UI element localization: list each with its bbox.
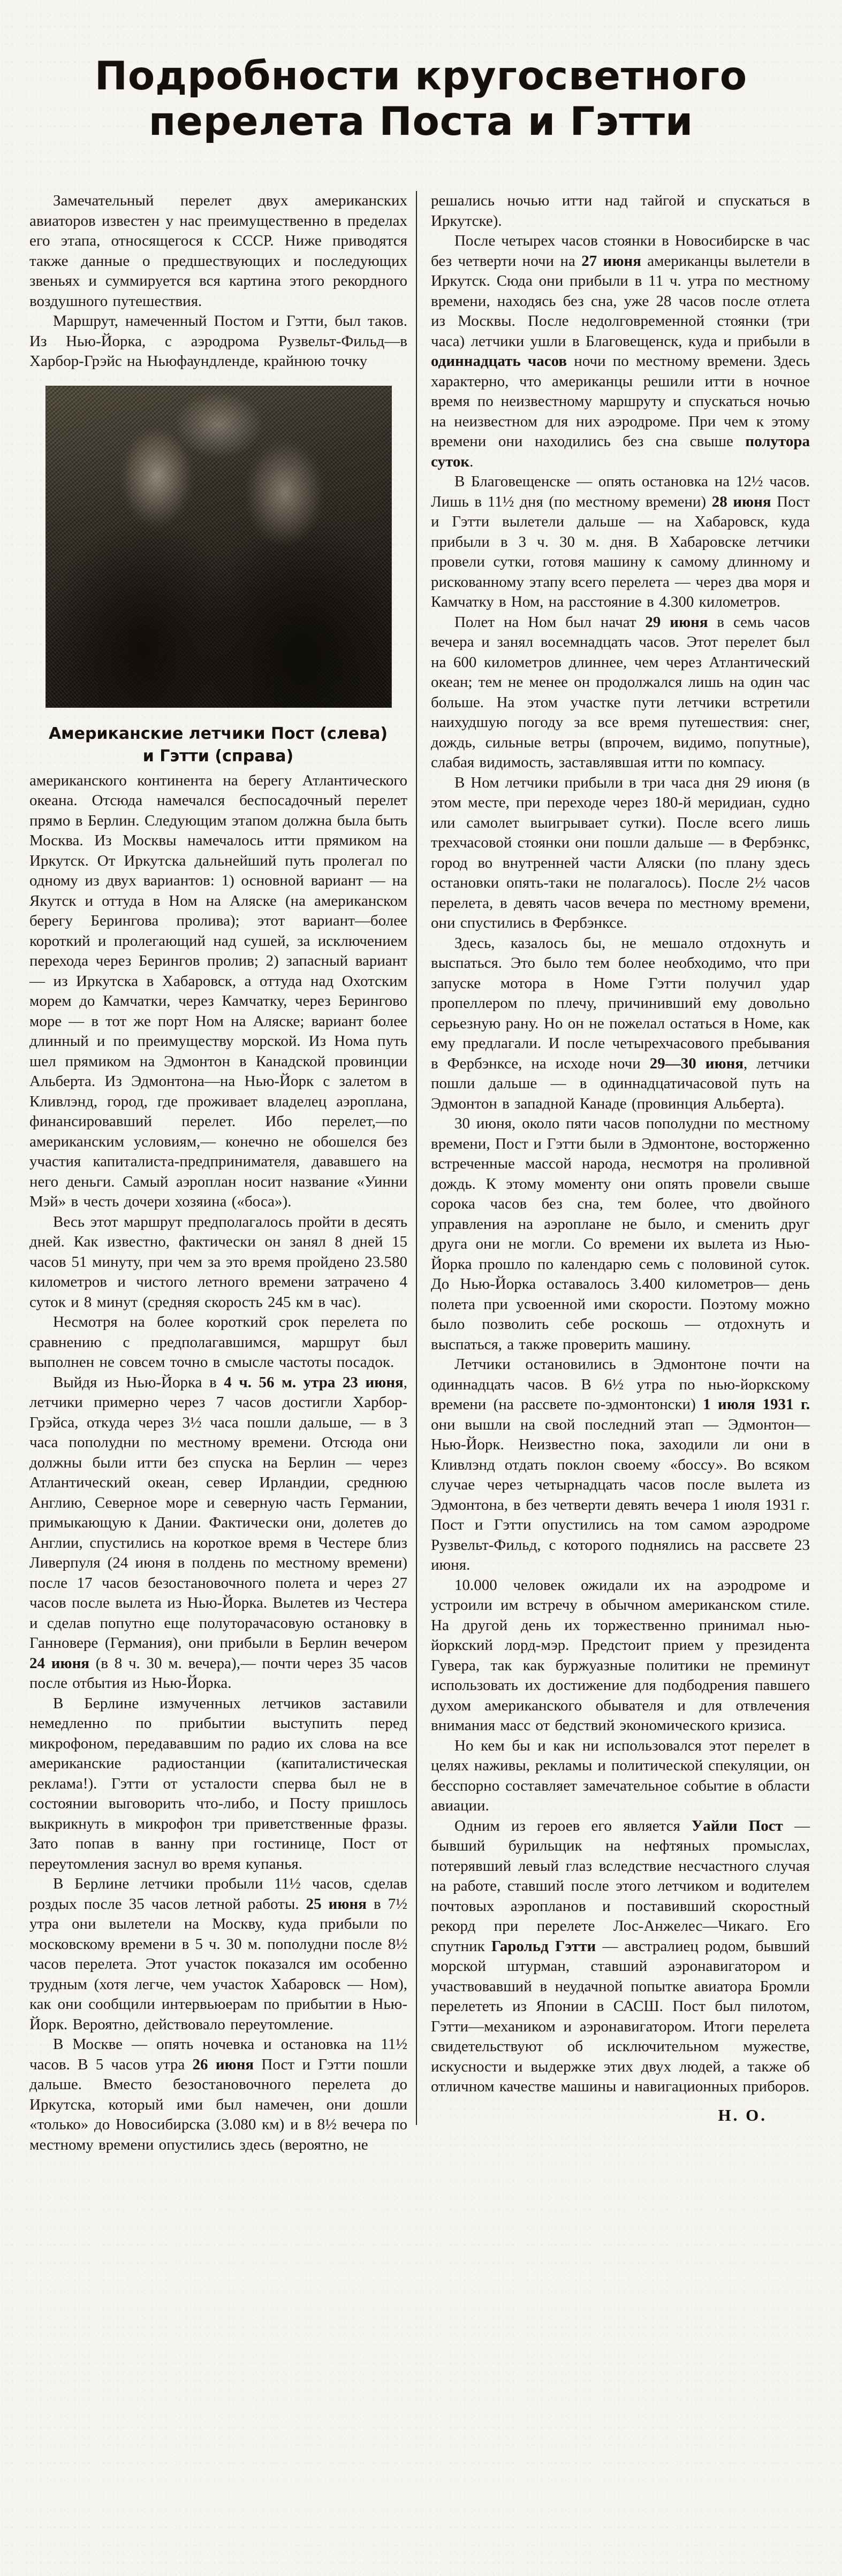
photo-caption-line1: Американские летчики Пост (слева)	[48, 724, 388, 743]
photo-figure	[45, 386, 391, 768]
paragraph: Маршрут, намеченный Постом и Гэтти, был таков. Из Нью-Йорка, с аэродрома Рузвельт-Фильд—в Харбор-Грэйс на Ньюфаундленде, крайнюю точку	[29, 312, 407, 370]
column-left	[29, 191, 407, 2155]
paragraph: Выйдя из Нью-Йорка в 4 ч. 56 м. утра 23 июня, летчики примерно через 7 часов достигли Харбор-Грэйса, откуда через 3½ часа пошли дальше, — в 3 часа пополудни по местному времени. Отсюда они должны были итти без спуска на Берлин — через Атлантический океан, север Ирландии, среднюю Англию, Северное море и северную часть Германии, примыкающую к Дании. Фактически они, долетев до Англии, спустились на короткое время в Честере близ Ливерпуля (24 июня в полдень по местному времени) после 17 часов безостановочного полета и через 27 часов после вылета из Нью-Йорка. Вылетев из Честера и сделав попутно еще полуторачасовую остановку в Ганновере (Германия), они прибыли в Берлин вечером 24 июня (в 8 ч. 30 м. вечера),— почти через 35 часов после отбытия из Нью-Йорка.	[29, 1373, 407, 1692]
paragraph: решались ночью итти над тайгой и спускаться в Иркутске).	[431, 192, 810, 230]
paragraph: Но кем бы и как ни использовался этот перелет в целях наживы, рекламы и политической спекуляции, он бесспорно составляет замечательное событие в области авиации.	[431, 1737, 810, 1815]
paragraph: Замечательный перелет двух американских авиаторов известен у нас преимущественно в пределах его этапа, относящегося к СССР. Ниже приводятся также данные о предшествующих и последующих звеньях и суммируется вся картина этого рекордного воздушного путешествия.	[29, 192, 407, 310]
paragraph: 30 июня, около пяти часов пополудни по местному времени, Пост и Гэтти были в Эдмонтоне, восторженно встреченные массой народа, несмотря на проливной дождь. К этому моменту они опять провели свыше сорока часов без сна, тем более, что двойного управления на аэроплане не было, и сменить друг друга они не могли. Со времени их вылета из Нью-Йорка прошло по календарю семь с половиной суток. До Нью-Йорка оставалось 3.400 километров— день полета при усвоенной ими скорости. Поэтому можно было позволить себе роскошь — отдохнуть и выспаться, а также проверить машину.	[431, 1115, 810, 1353]
paragraph: В Благовещенске — опять остановка на 12½ часов. Лишь в 11½ дня (по местному времени) 28 июня Пост и Гэтти вылетели дальше — на Хабаровск, куда прибыли в 3 ч. 30 м. дня. В Хабаровске летчики провели сутки, готовя машину к самому длинному и рискованному этапу всего перелета — через два моря и Камчатку в Ном, на расстояние в 4.300 километров.	[431, 473, 810, 611]
paragraph: Несмотря на более короткий срок перелета по сравнению с предполагавшимся, маршрут был выполнен не совсем точно в смысле частоты посадок.	[29, 1313, 407, 1371]
photo-caption-line2: и Гэтти (справа)	[142, 746, 294, 766]
left-column-top-paragraphs	[29, 191, 407, 372]
article-title-line2: перелета Поста и Гэтти	[148, 98, 694, 144]
aviators-photo	[45, 386, 392, 708]
paragraph: американского континента на берегу Атлантического океана. Отсюда намечался беспосадочный перелет прямо в Берлин. Следующим этапом должна была быть Москва. Из Москвы намечалось итти прямиком на Иркутск. От Иркутска дальнейший путь пролегал по одному из двух вариантов: 1) основной вариант — на Якутск и оттуда в Ном на Аляске (на американском берегу Берингова пролива); этот вариант—более короткий и пролегающий над сушей, за исключением перехода через Берингов пролив; 2) запасный вариант — из Иркутска в Хабаровск, а оттуда над Охотским морем до Камчатки, через Камчатку, через Берингово море — в тот же порт Ном на Аляске; вариант более длинный и по преимуществу морской. Из Нома путь шел прямиком на Эдмонтон в Канадской провинции Альберта. Из Эдмонтона—на Нью-Йорк с залетом в Кливлэнд, город, где проживает владелец аэроплана, финансировавший перелет. Ибо перелет,—по американским условиям,— конечно не обошелся без участия капиталиста-предпринимателя, дававшего на него деньги. Самый аэроплан носит название «Уинни Мэй» в честь дочери хозяина («боса»).	[29, 771, 407, 1211]
column-right	[416, 191, 810, 2125]
paragraph: В Берлине летчики пробыли 11½ часов, сделав роздых после 35 часов летной работы. 25 июня в 7½ утра они вылетели на Москву, куда прибыли по московскому времени в 5 ч. 30 м. пополудни после 8½ часов перелета. Этот участок показался им особенно трудным (хотя легче, чем участок Хабаровск — Ном), как они сообщили интервьюерам по прибытии в Нью-Йорк. Вероятно, действовало переутомление.	[29, 1875, 408, 2033]
paragraph: После четырех часов стоянки в Новосибирске в час без четверти ночи на 27 июня американцы вылетели в Иркутск. Сюда они прибыли в 11 ч. утра по местному времени, находясь без сна, уже 28 часов после отлета из Москвы. После недолговременной стоянки (три часа) летчики ушли в Благовещенск, куда и прибыли в одиннадцать часов ночи по местному времени. Здесь характерно, что американцы решили итти в ночное время по неизвестному маршруту и спускаться ночью на неизвестном для них аэродроме. При чем к этому времени они находились без сна свыше полутора суток.	[431, 232, 810, 470]
photo-caption	[45, 723, 391, 768]
paragraph: Здесь, казалось бы, не мешало отдохнуть и выспаться. Это было тем более необходимо, что при запуске мотора в Номе Гэтти получил удар пропеллером по плечу, причинивший ему довольно серьезную рану. Но он не пожелал остаться в Номе, как ему предлагали. И после четырехчасового пребывания в Фербэнксе, на исходе ночи 29—30 июня, летчики пошли дальше — в одиннадцатичасовой путь на Эдмонтон в западной Канаде (провинция Альберта).	[431, 934, 810, 1112]
left-column-bottom-paragraphs	[29, 771, 407, 2155]
paragraph: Весь этот маршрут предполагалось пройти в десять дней. Как известно, фактически он занял 8 дней 15 часов 51 минуту, при чем за это время пройдено 23.580 километров и чистого летного времени затрачено 4 суток и 8 минут (средняя скорость 245 км в час).	[29, 1213, 407, 1311]
right-column-paragraphs	[431, 191, 810, 2097]
paragraph: Одним из героев его является Уайли Пост — бывший бурильщик на нефтяных промыслах, потерявший левый глаз вследствие несчастного случая на работе, ставший после этого летчиком и водителем почтовых аэропланов и поставивший скоростный рекорд при перелете Лос-Анжелес—Чикаго. Его спутник Гарольд Гэтти — австралиец родом, бывший морской штурман, ставший аэронавигатором и участвовавший в неудачной попытке авиатора Бромли перелететь из Японии в САСШ. Пост был пилотом, Гэтти—механиком и аэронавигатором. Итоги перелета свидетельствуют об исключительном мужестве, искусности и выдержке этих двух людей, а также об отличном качестве машины и навигационных приборов.	[431, 1817, 810, 2096]
paragraph: Полет на Ном был начат 29 июня в семь часов вечера и занял восемнадцать часов. Этот перелет был на 600 километров длиннее, чем через Атлантический океан; тем не менее он продолжался лишь на один час больше. На этом участке пути летчики встретили наихудшую погоду за все время путешествия: снег, дождь, сильные ветры (впрочем, видимо, попутные), слабая видимость, заставлявшая итти по компасу.	[431, 613, 810, 771]
article-columns	[0, 171, 842, 2155]
paragraph: В Ном летчики прибыли в три часа дня 29 июня (в этом месте, при переходе через 180-й меридиан, судно или самолет выигрывает сутки). После всего лишь трехчасовой стоянки они пошли дальше — в Фербэнкс, город во внутренней части Аляски (по плану здесь остановки опять-таки не полагалось). После 2½ часов перелета, в девять часов вечера по местному времени, они спустились в Фербэнксе.	[431, 774, 810, 932]
paragraph: 10.000 человек ожидали их на аэродроме и устроили им встречу в обычном американском стиле. На другой день их торжественно принимал нью-йоркский лорд-мэр. Предстоит прием у президента Гувера, так как буржуазные политики не преминут использовать их достижение для подбодрения павшего духом американского обывателя и для отвлечения внимания масс от бедствий экономического кризиса.	[431, 1576, 810, 1734]
paragraph: В Берлине измученных летчиков заставили немедленно по прибытии выступить перед микрофоном, передававшим по радио их слова на все американские радиостанции (капиталистическая реклама!). Гэтти от усталости сперва был не в состоянии выговорить что-либо, и Посту пришлось выкрикнуть в микрофон три приветственные фразы. Зато попав в ванну при гостинице, Пост от переутомления заснул во время купанья.	[29, 1694, 407, 1872]
author-signature: Н. О.	[718, 2105, 767, 2124]
paragraph: В Москве — опять ночевка и остановка на 11½ часов. В 5 часов утра 26 июня Пост и Гэтти пошли дальше. Вместо безостановочного перелета до Иркутска, который ими был намечен, они дошли «только» до Новосибирска (3.080 км) и в 8½ вечера по местному времени опустились здесь (вероятно, не	[29, 2036, 407, 2153]
paragraph: Летчики остановились в Эдмонтоне почти на одиннадцать часов. В 6½ утра по нью-йоркскому времени (на рассвете по-эдмонтонски) 1 июля 1931 г. они вышли на свой последний этап — Эдмонтон—Нью-Йорк. Неизвестно пока, заходили ли они в Кливлэнд отдать поклон своему «боссу». Во всяком случае через четырнадцать часов после вылета из Эдмонтона, в без четверти девять вечера 1 июля 1931 г. Пост и Гэтти опустились на том самом аэродроме Рузвельт-Фильд, с которого поднялись на рассвете 23 июня.	[431, 1356, 810, 1574]
article-title	[0, 26, 842, 144]
article-title-line1: Подробности кругосветного	[94, 53, 748, 99]
